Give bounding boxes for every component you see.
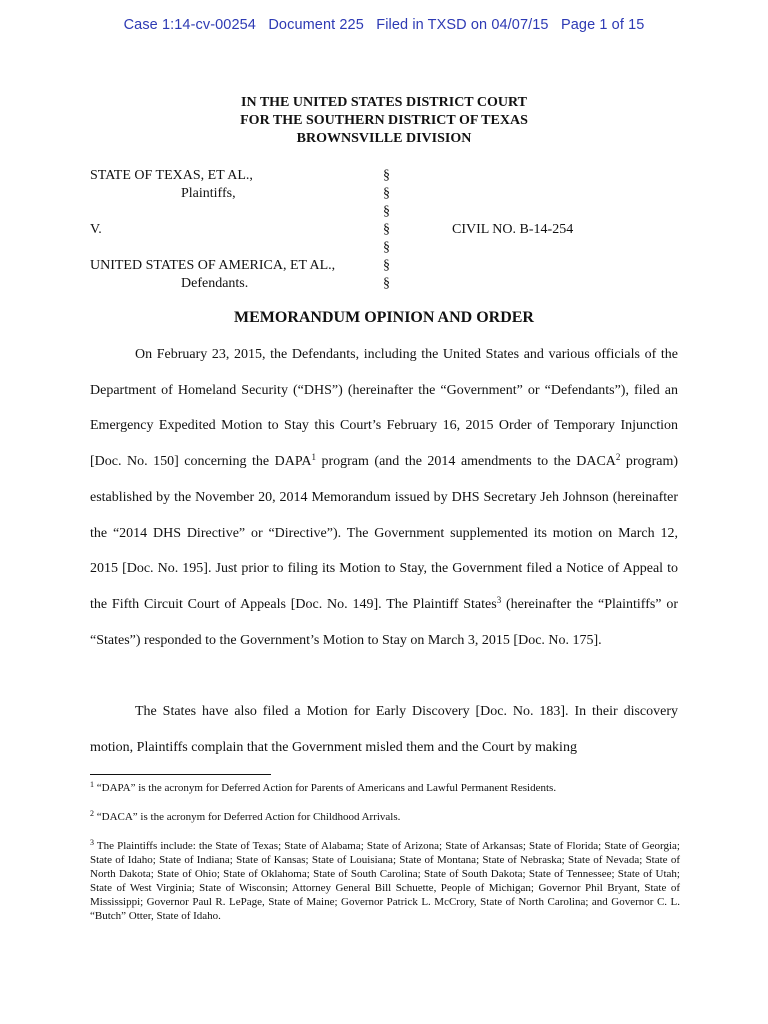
paragraph-1-text-d: (hereinafter the “Plaintiffs” or “States”) responded to the Government’s Motion to Stay on March 3, 2015 [Doc. No. 175]. — [90, 596, 679, 648]
court-heading — [0, 94, 768, 148]
court-line-3: BROWNSVILLE DIVISION — [296, 131, 472, 146]
paragraph-1-text-b: program (and the 2014 amendments to the DACA — [315, 454, 616, 470]
footnote-divider — [90, 774, 271, 775]
document-title: MEMORANDUM OPINION AND ORDER — [234, 309, 534, 326]
defendant-name: UNITED STATES OF AMERICA, ET AL., — [90, 258, 336, 273]
versus-label: V. — [90, 222, 102, 237]
document-number: Document 225 — [268, 17, 364, 33]
section-mark: § — [383, 222, 390, 237]
footnote-number-1: 1 — [90, 780, 94, 789]
footnote-1 — [90, 781, 680, 795]
page-indicator: Page 1 of 15 — [560, 17, 645, 33]
section-mark: § — [383, 186, 390, 201]
section-mark: § — [383, 258, 390, 273]
plaintiff-name: STATE OF TEXAS, ET AL., — [90, 168, 253, 183]
section-marks — [383, 167, 390, 293]
paragraph-1-text-a: On February 23, 2015, the Defendants, including the United States and various officials of the Department of Homeland Security (“DHS”) (hereinafter the “Government” or “Defendants”), filed an Emergency Expedited Motion to Stay this Court’s February 16, 2015 Order of Temporary Injunction [Doc. No. 150] concerning the DAPA — [90, 347, 678, 470]
paragraph-2-text: The States have also filed a Motion for Early Discovery [Doc. No. 183]. In their discovery motion, Plaintiffs complain that the Government misled them and the Court by making — [90, 704, 678, 755]
footnote-2 — [90, 810, 680, 824]
section-mark: § — [383, 204, 390, 219]
court-line-2: FOR THE SOUTHERN DISTRICT OF TEXAS — [240, 113, 528, 128]
paragraph-1-text-c: program) established by the November 20, 2014 Memorandum issued by DHS Secretary Jeh Johnson (hereinafter the “2014 DHS Directive” or “Directive”). The Government supplemented its motion on March 12, 2015 [Doc. No. 195]. Just prior to filing its Motion to Stay, the Government filed a Notice of Appeal to the Fifth Circuit Court of Appeals [Doc. No. 149]. The Plaintiff States — [90, 454, 679, 612]
filed-date: Filed in TXSD on 04/07/15 — [376, 17, 549, 33]
civil-number: CIVIL NO. B-14-254 — [452, 222, 574, 237]
footnote-2-text: “DACA” is the acronym for Deferred Action for Childhood Arrivals. — [94, 811, 401, 823]
section-mark: § — [383, 276, 390, 291]
footnote-number-3: 3 — [90, 838, 94, 847]
footnote-ref-3[interactable]: 3 — [496, 594, 502, 605]
paragraph-1 — [90, 337, 678, 658]
court-line-1: IN THE UNITED STATES DISTRICT COURT — [241, 95, 527, 110]
section-mark: § — [383, 240, 390, 255]
footnote-1-text: “DAPA” is the acronym for Deferred Action for Parents of Americans and Lawful Permanent Residents. — [94, 782, 557, 794]
footnote-ref-1[interactable]: 1 — [311, 452, 316, 463]
section-mark: § — [383, 168, 390, 183]
defendant-role: Defendants. — [181, 276, 249, 291]
footnote-3 — [90, 839, 680, 923]
footnote-ref-2[interactable]: 2 — [615, 452, 621, 463]
paragraph-2 — [90, 694, 678, 765]
footnote-3-text: The Plaintiffs include: the State of Texas; State of Alabama; State of Arizona; State of Arkansas; State of Florida; State of Georgia; State of Idaho; State of Indiana; State of Kansas; State of Louisiana; State of Montana; State of Nebraska; State of Nevada; State of North Dakota; State of Ohio; State of Oklahoma; State of South Carolina; State of South Dakota; State of Tennessee; State of Utah; State of West Virginia; State of Wisconsin; Attorney General Bill Schuette, People of Michigan; Governor Phil Bryant, State of Mississippi; Governor Paul R. LePage, State of Maine; Governor Patrick L. McCrory, State of North Carolina; and Governor C. L. “Butch” Otter, State of Idaho. — [90, 840, 680, 922]
filing-header — [0, 17, 768, 33]
footnote-number-2: 2 — [90, 809, 94, 818]
case-number: Case 1:14-cv-00254 — [123, 17, 256, 33]
plaintiff-role: Plaintiffs, — [181, 186, 236, 201]
